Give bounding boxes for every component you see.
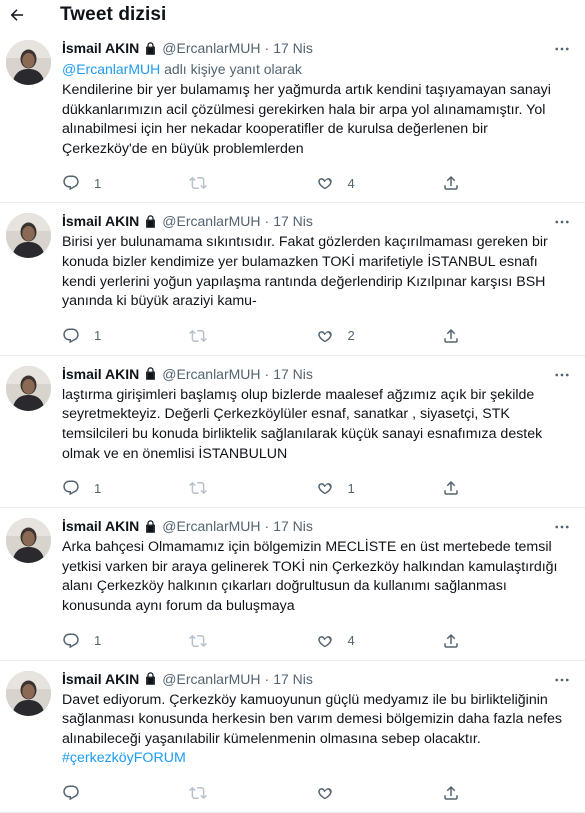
separator-dot: ·: [264, 670, 270, 687]
header: [0, 0, 585, 30]
author-name[interactable]: İsmail AKIN: [62, 365, 140, 382]
reply-icon: [62, 784, 80, 802]
author-name[interactable]: İsmail AKIN: [62, 518, 140, 535]
author-name[interactable]: İsmail AKIN: [62, 670, 140, 687]
share-button[interactable]: [442, 632, 569, 650]
lock-icon: [143, 366, 158, 381]
retweet-button[interactable]: [189, 174, 316, 192]
like-count: 4: [347, 633, 355, 648]
tweet-actions: [62, 774, 569, 812]
tweet-actions: [62, 622, 569, 660]
like-button[interactable]: [316, 327, 443, 345]
reply-button[interactable]: [62, 327, 189, 345]
retweet-icon: [189, 174, 207, 192]
arrow-left-icon: [8, 6, 26, 24]
avatar[interactable]: [6, 671, 51, 716]
reply-to: [62, 60, 569, 79]
tweet[interactable]: [0, 203, 585, 355]
tweet-header: [62, 364, 569, 384]
lock-icon: [143, 214, 158, 229]
retweet-button[interactable]: [189, 479, 316, 497]
share-button[interactable]: [442, 327, 569, 345]
separator-dot: ·: [264, 213, 270, 230]
tweet-actions: [62, 164, 569, 202]
tweet-time[interactable]: 17 Nis: [273, 213, 313, 230]
heart-icon: [316, 479, 334, 497]
more-options-button[interactable]: [553, 213, 571, 236]
heart-icon: [316, 327, 334, 345]
reply-button[interactable]: [62, 174, 189, 192]
retweet-icon: [189, 784, 207, 802]
page-title: Tweet dizisi: [60, 4, 167, 25]
share-button[interactable]: [442, 784, 569, 802]
heart-icon: [316, 174, 334, 192]
author-handle[interactable]: @ErcanlarMUH: [162, 518, 261, 535]
reply-icon: [62, 479, 80, 497]
more-options-button[interactable]: [553, 40, 571, 63]
tweet-text: [62, 81, 569, 159]
tweet-text: [62, 233, 569, 311]
tweet-actions: [62, 317, 569, 355]
like-count: 2: [347, 328, 355, 344]
like-button[interactable]: [316, 174, 443, 192]
author-handle[interactable]: @ErcanlarMUH: [162, 213, 261, 230]
share-button[interactable]: [442, 174, 569, 192]
reply-count: 1: [94, 175, 102, 191]
tweet-text: [62, 386, 569, 464]
lock-icon: [143, 41, 158, 56]
share-icon: [442, 327, 460, 345]
reply-icon: [62, 174, 80, 192]
avatar[interactable]: [6, 40, 51, 85]
retweet-icon: [189, 479, 207, 497]
more-icon: [553, 366, 571, 384]
tweet-time[interactable]: 17 Nis: [273, 670, 313, 687]
reply-button[interactable]: [62, 784, 189, 802]
more-icon: [553, 40, 571, 58]
tweet-time[interactable]: 17 Nis: [273, 40, 313, 56]
retweet-icon: [189, 327, 207, 345]
tweet[interactable]: [0, 508, 585, 660]
tweet-text: [62, 691, 569, 769]
like-count: 4: [347, 175, 355, 191]
like-count: 1: [347, 480, 355, 496]
retweet-button[interactable]: [189, 632, 316, 650]
tweet-time[interactable]: 17 Nis: [273, 518, 313, 535]
reply-icon: [62, 632, 80, 650]
more-options-button[interactable]: [553, 366, 571, 389]
tweet-text-content: Kendilerine bir yer bulamamış her yağmurda artık kendini taşıyamayan sanayi dükkanlarımızın acil çözülmesi gerekirken hala bir arpa yol alınamamıştır. Yol alınabilmesi için her nekadar kooperatifler de kurulsa değerlenen bir Çerkezköy'de en büyük problemlerden: [62, 82, 551, 157]
more-icon: [553, 213, 571, 231]
lock-icon: [143, 671, 158, 686]
tweet-header: [62, 211, 569, 231]
tweet-actions: [62, 469, 569, 507]
tweet-text-content: laştırma girişimleri başlamış olup bizlerde maalesef ağzımız açık bir şekilde seyretmekteyiz. Değerli Çerkezköylüler esnaf, sanatkar , siyasetçi, STK temsilcileri bu konuda birliktelik sağlanılarak küçük sanayi esnafımıza destek olmak ve en önemlisi İSTANBULUN: [62, 386, 543, 462]
more-options-button[interactable]: [553, 518, 571, 541]
reply-count: 1: [94, 633, 102, 648]
separator-dot: ·: [264, 365, 270, 382]
tweet-text: [62, 538, 569, 616]
reply-button[interactable]: [62, 632, 189, 650]
tweet-thread: [0, 30, 585, 813]
heart-icon: [316, 632, 334, 650]
retweet-button[interactable]: [189, 327, 316, 345]
tweet[interactable]: [0, 661, 585, 813]
share-icon: [442, 479, 460, 497]
share-icon: [442, 632, 460, 650]
like-button[interactable]: [316, 479, 443, 497]
reply-to-label: adlı kişiye yanıt olarak: [160, 61, 302, 77]
author-name[interactable]: İsmail AKIN: [62, 213, 140, 230]
tweet-time[interactable]: 17 Nis: [273, 365, 313, 382]
tweet-header: [62, 669, 569, 689]
tweet[interactable]: [0, 30, 585, 203]
author-name[interactable]: İsmail AKIN: [62, 40, 140, 56]
reply-count: 1: [94, 328, 102, 344]
lock-icon: [143, 519, 158, 534]
tweet-text-content: Birisi yer bulunamama sıkıntısıdır. Fakat gözlerden kaçırılmaması gereken bir konuda bizler kendimize yer bulamazken TOKİ marifetiyle İSTANBUL esnafı kendi yerlerini yoğun yapılaşma rantında değerlendirip Kızılpınar karşısı BSH yanında ki büyük araziyi kamu-: [62, 234, 548, 310]
avatar[interactable]: [6, 366, 51, 411]
tweet[interactable]: [0, 356, 585, 508]
tweet-text-content: Arka bahçesi Olmamamız için bölgemizin MECLİSTE en üst mertebede temsil yetkisi varken bir araya gelinerek TOKİ nin Çerkezköy halkından kamulaştırdığı alanı Çerkezköy halkının çıkarları doğrultusun da kullanımı sağlanması konusunda aynı forum da buluşmaya: [62, 539, 558, 614]
reply-icon: [62, 327, 80, 345]
avatar[interactable]: [6, 518, 51, 563]
separator-dot: ·: [264, 40, 270, 56]
retweet-button[interactable]: [189, 784, 316, 802]
separator-dot: ·: [264, 518, 270, 535]
reply-button[interactable]: [62, 479, 189, 497]
reply-mention-link[interactable]: @ErcanlarMUH: [62, 61, 161, 77]
tweet-header: [62, 516, 569, 536]
author-handle[interactable]: @ErcanlarMUH: [162, 40, 261, 56]
back-button[interactable]: [8, 1, 36, 29]
like-button[interactable]: [316, 784, 443, 802]
retweet-icon: [189, 632, 207, 650]
tweet-text-content: Davet ediyorum. Çerkezköy kamuoyunun güçlü medyamız ile bu birlikteliğinin sağlanması konusunda herkesin ben varım demesi bölgemizin daha fazla nefes alınabileceği yaşanılabilir kümelenmenin olmasına sebep olacaktır.: [62, 691, 563, 747]
tweet-header: [62, 38, 569, 58]
like-button[interactable]: [316, 632, 443, 650]
more-icon: [553, 518, 571, 536]
share-icon: [442, 784, 460, 802]
author-handle[interactable]: @ErcanlarMUH: [162, 365, 261, 382]
share-icon: [442, 174, 460, 192]
author-handle[interactable]: @ErcanlarMUH: [162, 670, 261, 687]
more-icon: [553, 671, 571, 689]
hashtag-link[interactable]: #çerkezköyFORUM: [62, 750, 186, 767]
reply-count: 1: [94, 480, 102, 496]
more-options-button[interactable]: [553, 671, 571, 694]
avatar[interactable]: [6, 213, 51, 258]
share-button[interactable]: [442, 479, 569, 497]
heart-icon: [316, 784, 334, 802]
